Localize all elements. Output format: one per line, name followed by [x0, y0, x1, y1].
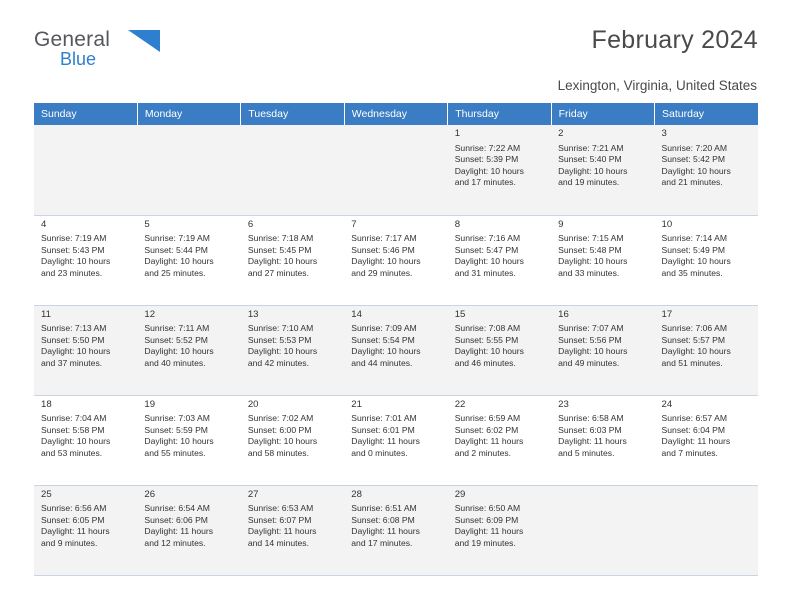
calendar-day-cell[interactable] [34, 215, 137, 305]
calendar-day-cell[interactable] [448, 305, 551, 395]
day-detail-line: and 53 minutes. [41, 447, 103, 458]
calendar-week-row [34, 305, 758, 395]
day-detail-line: Sunset: 5:52 PM [144, 334, 208, 345]
day-detail-line: Sunset: 6:00 PM [247, 424, 312, 435]
day-detail-line: Sunset: 6:08 PM [351, 514, 415, 525]
day-detail-line: Sunrise: 7:20 AM [661, 142, 727, 153]
weekday-header-tuesday: Tuesday [241, 103, 344, 125]
day-detail-line: Sunset: 5:58 PM [41, 424, 105, 435]
calendar-day-cell[interactable] [448, 125, 551, 215]
calendar-empty-cell [344, 125, 447, 215]
calendar-day-cell[interactable] [34, 305, 137, 395]
calendar-day-cell[interactable] [655, 125, 758, 215]
calendar-day-cell[interactable] [241, 395, 344, 485]
day-detail-line: Sunset: 6:09 PM [454, 514, 519, 525]
calendar-day-cell[interactable] [344, 485, 447, 575]
day-detail-line: Sunrise: 7:14 AM [661, 233, 727, 244]
calendar-week-row [34, 215, 758, 305]
day-detail-line: and 37 minutes. [41, 357, 103, 368]
day-detail-line: Sunrise: 6:54 AM [144, 503, 210, 514]
day-detail-line: Daylight: 10 hours [558, 256, 628, 267]
weekday-header-thursday: Thursday [448, 103, 551, 125]
day-detail-line: Sunrise: 6:57 AM [661, 413, 727, 424]
day-detail-line: Sunrise: 7:06 AM [661, 323, 727, 334]
day-number: 14 [351, 308, 362, 320]
calendar-empty-cell [241, 125, 344, 215]
day-detail-line: and 2 minutes. [454, 447, 512, 458]
day-detail-line: Daylight: 10 hours [661, 346, 731, 357]
day-number: 26 [144, 488, 156, 500]
day-detail-line: and 46 minutes. [454, 357, 516, 368]
calendar-day-cell[interactable] [137, 395, 240, 485]
calendar-day-cell[interactable] [655, 395, 758, 485]
day-detail-line: and 49 minutes. [558, 357, 620, 368]
day-detail-line: Daylight: 10 hours [454, 165, 524, 176]
calendar-day-cell[interactable] [551, 305, 654, 395]
day-detail-line: and 51 minutes. [661, 357, 723, 368]
day-detail-line: Sunrise: 7:22 AM [454, 142, 521, 153]
weekday-header-sunday: Sunday [34, 103, 137, 125]
calendar-empty-cell [551, 485, 654, 575]
day-detail-line: and 44 minutes. [351, 357, 413, 368]
day-detail-line: Daylight: 10 hours [351, 346, 421, 357]
day-number: 29 [454, 488, 466, 500]
day-detail-line: and 9 minutes. [41, 537, 98, 548]
day-detail-line: Daylight: 10 hours [144, 346, 214, 357]
page-header [34, 0, 758, 72]
calendar-empty-cell [34, 125, 137, 215]
day-detail-line: Sunset: 5:48 PM [558, 244, 622, 255]
day-number: 11 [41, 308, 51, 320]
day-detail-line: Sunset: 5:54 PM [351, 334, 415, 345]
day-detail-line: Sunrise: 7:01 AM [351, 413, 417, 424]
day-detail-line: and 29 minutes. [351, 267, 413, 278]
day-detail-line: Sunrise: 7:19 AM [41, 233, 107, 244]
day-detail-line: Sunrise: 7:10 AM [247, 323, 314, 334]
day-number: 23 [558, 398, 569, 410]
day-detail-line: Sunset: 5:40 PM [558, 154, 622, 165]
day-detail-line: Sunrise: 6:53 AM [247, 503, 314, 514]
day-detail-line: Sunset: 5:43 PM [41, 244, 105, 255]
day-number: 27 [247, 488, 259, 500]
day-detail-line: Sunrise: 6:51 AM [351, 503, 417, 514]
day-detail-line: and 0 minutes. [351, 447, 408, 458]
day-number: 18 [41, 398, 52, 410]
weekday-header-row [34, 103, 758, 125]
day-number: 3 [661, 128, 667, 139]
day-detail-line: Daylight: 10 hours [41, 436, 111, 447]
day-detail-line: Sunrise: 7:07 AM [558, 323, 624, 334]
day-detail-line: Sunrise: 7:03 AM [144, 413, 210, 424]
day-detail-line: and 17 minutes. [454, 177, 516, 188]
weekday-header-wednesday: Wednesday [344, 103, 447, 125]
day-detail-line: and 58 minutes. [247, 447, 309, 458]
page-title: February 2024 [591, 26, 758, 54]
calendar-day-cell[interactable] [551, 215, 654, 305]
calendar-day-cell[interactable] [344, 215, 447, 305]
day-detail-line: Daylight: 10 hours [661, 165, 731, 176]
calendar-day-cell[interactable] [551, 395, 654, 485]
calendar-day-cell[interactable] [137, 215, 240, 305]
calendar-day-cell[interactable] [241, 215, 344, 305]
day-number: 16 [558, 308, 569, 320]
day-detail-line: Daylight: 10 hours [351, 256, 421, 267]
calendar-day-cell[interactable] [241, 485, 344, 575]
calendar-day-cell[interactable] [137, 305, 240, 395]
location-subtitle: Lexington, Virginia, United States [557, 78, 757, 93]
day-detail-line: Sunrise: 6:58 AM [558, 413, 624, 424]
day-detail-line: Daylight: 11 hours [558, 436, 627, 447]
day-detail-line: Sunset: 5:50 PM [41, 334, 105, 345]
calendar-empty-cell [137, 125, 240, 215]
weekday-header-friday: Friday [551, 103, 654, 125]
day-detail-line: Sunset: 5:59 PM [144, 424, 208, 435]
day-detail-line: Sunset: 5:57 PM [661, 334, 726, 345]
day-detail-line: Daylight: 11 hours [247, 526, 317, 537]
day-detail-line: Sunset: 6:07 PM [247, 514, 312, 525]
calendar-day-cell[interactable] [344, 395, 447, 485]
day-number: 2 [558, 128, 564, 139]
logo-text-general: General [34, 28, 111, 51]
day-number: 4 [41, 218, 47, 230]
calendar-week-row [34, 125, 758, 215]
day-detail-line: Sunset: 5:55 PM [454, 334, 519, 345]
day-detail-line: Daylight: 10 hours [41, 346, 111, 357]
weekday-header-monday: Monday [137, 103, 240, 125]
logo-text-blue: Blue [60, 49, 97, 69]
day-detail-line: Sunrise: 6:56 AM [41, 503, 107, 514]
day-detail-line: Daylight: 10 hours [247, 346, 318, 357]
day-detail-line: Daylight: 10 hours [454, 346, 524, 357]
sunrise-sunset-calendar [34, 103, 758, 576]
day-detail-line: Sunset: 5:44 PM [144, 244, 208, 255]
calendar-day-cell[interactable] [448, 395, 551, 485]
day-number: 8 [454, 218, 461, 230]
day-number: 6 [247, 218, 254, 230]
day-number: 25 [41, 488, 52, 500]
day-detail-line: and 12 minutes. [144, 537, 206, 548]
day-detail-line: and 55 minutes. [144, 447, 206, 458]
day-detail-line: Daylight: 11 hours [454, 436, 524, 447]
day-number: 7 [351, 218, 357, 230]
day-detail-line: and 40 minutes. [144, 357, 206, 368]
day-detail-line: and 33 minutes. [558, 267, 620, 278]
day-detail-line: Sunset: 6:03 PM [558, 424, 622, 435]
day-detail-line: Daylight: 10 hours [144, 436, 214, 447]
day-detail-line: and 19 minutes. [558, 177, 620, 188]
day-detail-line: Daylight: 11 hours [144, 526, 214, 537]
day-detail-line: Daylight: 10 hours [661, 256, 731, 267]
day-detail-line: and 27 minutes. [247, 267, 309, 278]
day-detail-line: Sunrise: 7:08 AM [454, 323, 521, 334]
day-number: 5 [144, 218, 150, 230]
calendar-day-cell[interactable] [655, 305, 758, 395]
day-detail-line: Sunrise: 7:17 AM [351, 233, 417, 244]
day-number: 15 [454, 308, 466, 320]
day-number: 1 [454, 128, 461, 139]
day-detail-line: Sunset: 6:01 PM [351, 424, 415, 435]
day-detail-line: Sunset: 5:45 PM [247, 244, 312, 255]
day-detail-line: Daylight: 11 hours [454, 526, 524, 537]
day-number: 21 [351, 398, 362, 410]
day-detail-line: Sunset: 5:42 PM [661, 154, 726, 165]
day-detail-line: and 17 minutes. [351, 537, 413, 548]
day-detail-line: Daylight: 11 hours [41, 526, 110, 537]
logo [34, 28, 234, 70]
day-detail-line: Daylight: 10 hours [558, 346, 628, 357]
calendar-week-row [34, 485, 758, 575]
day-detail-line: Daylight: 10 hours [558, 165, 628, 176]
day-detail-line: Sunrise: 7:09 AM [351, 323, 417, 334]
calendar-week-row [34, 395, 758, 485]
calendar-day-cell[interactable] [448, 215, 551, 305]
day-detail-line: Daylight: 11 hours [661, 436, 731, 447]
calendar-day-cell[interactable] [448, 485, 551, 575]
day-detail-line: Sunset: 6:06 PM [144, 514, 208, 525]
calendar-day-cell[interactable] [241, 305, 344, 395]
calendar-day-cell[interactable] [137, 485, 240, 575]
day-detail-line: and 19 minutes. [454, 537, 516, 548]
day-detail-line: Sunrise: 7:02 AM [247, 413, 314, 424]
day-detail-line: and 21 minutes. [661, 177, 723, 188]
day-detail-line: Daylight: 11 hours [351, 526, 420, 537]
day-number: 9 [558, 218, 564, 230]
day-detail-line: Daylight: 10 hours [41, 256, 111, 267]
calendar-day-cell[interactable] [34, 395, 137, 485]
day-detail-line: and 7 minutes. [661, 447, 718, 458]
day-number: 19 [144, 398, 156, 410]
day-number: 20 [247, 398, 259, 410]
day-detail-line: Daylight: 10 hours [247, 436, 318, 447]
day-detail-line: Sunrise: 7:11 AM [144, 323, 210, 334]
day-detail-line: Sunset: 5:49 PM [661, 244, 726, 255]
day-detail-line: and 23 minutes. [41, 267, 103, 278]
day-detail-line: Sunrise: 7:21 AM [558, 142, 624, 153]
day-number: 24 [661, 398, 673, 410]
day-detail-line: and 25 minutes. [144, 267, 206, 278]
day-detail-line: Sunset: 6:04 PM [661, 424, 726, 435]
day-detail-line: Sunrise: 7:13 AM [41, 323, 107, 334]
calendar-day-cell[interactable] [551, 125, 654, 215]
day-detail-line: Sunset: 5:53 PM [247, 334, 312, 345]
day-detail-line: Sunrise: 7:15 AM [558, 233, 624, 244]
day-detail-line: Sunset: 5:56 PM [558, 334, 622, 345]
day-detail-line: and 5 minutes. [558, 447, 615, 458]
day-detail-line: Sunset: 5:39 PM [454, 154, 519, 165]
calendar-empty-cell [655, 485, 758, 575]
day-detail-line: and 14 minutes. [247, 537, 309, 548]
day-number: 28 [351, 488, 362, 500]
day-detail-line: Daylight: 11 hours [351, 436, 420, 447]
day-detail-line: and 31 minutes. [454, 267, 516, 278]
day-number: 10 [661, 218, 673, 230]
day-detail-line: Sunrise: 6:59 AM [454, 413, 521, 424]
day-detail-line: Sunrise: 7:04 AM [41, 413, 107, 424]
day-detail-line: Sunset: 5:46 PM [351, 244, 415, 255]
calendar-day-cell[interactable] [344, 305, 447, 395]
day-detail-line: Sunrise: 7:18 AM [247, 233, 314, 244]
day-detail-line: Sunrise: 6:50 AM [454, 503, 521, 514]
calendar-day-cell[interactable] [655, 215, 758, 305]
day-detail-line: Daylight: 10 hours [454, 256, 524, 267]
day-detail-line: and 42 minutes. [247, 357, 309, 368]
day-number: 13 [247, 308, 259, 320]
day-number: 12 [144, 308, 156, 320]
day-detail-line: Sunset: 6:05 PM [41, 514, 105, 525]
day-detail-line: and 35 minutes. [661, 267, 723, 278]
day-number: 17 [661, 308, 673, 320]
day-detail-line: Sunset: 5:47 PM [454, 244, 519, 255]
day-detail-line: Daylight: 10 hours [247, 256, 318, 267]
day-detail-line: Daylight: 10 hours [144, 256, 214, 267]
day-number: 22 [454, 398, 466, 410]
day-detail-line: Sunrise: 7:16 AM [454, 233, 521, 244]
weekday-header-saturday: Saturday [655, 103, 758, 125]
day-detail-line: Sunrise: 7:19 AM [144, 233, 210, 244]
calendar-day-cell[interactable] [34, 485, 137, 575]
day-detail-line: Sunset: 6:02 PM [454, 424, 519, 435]
